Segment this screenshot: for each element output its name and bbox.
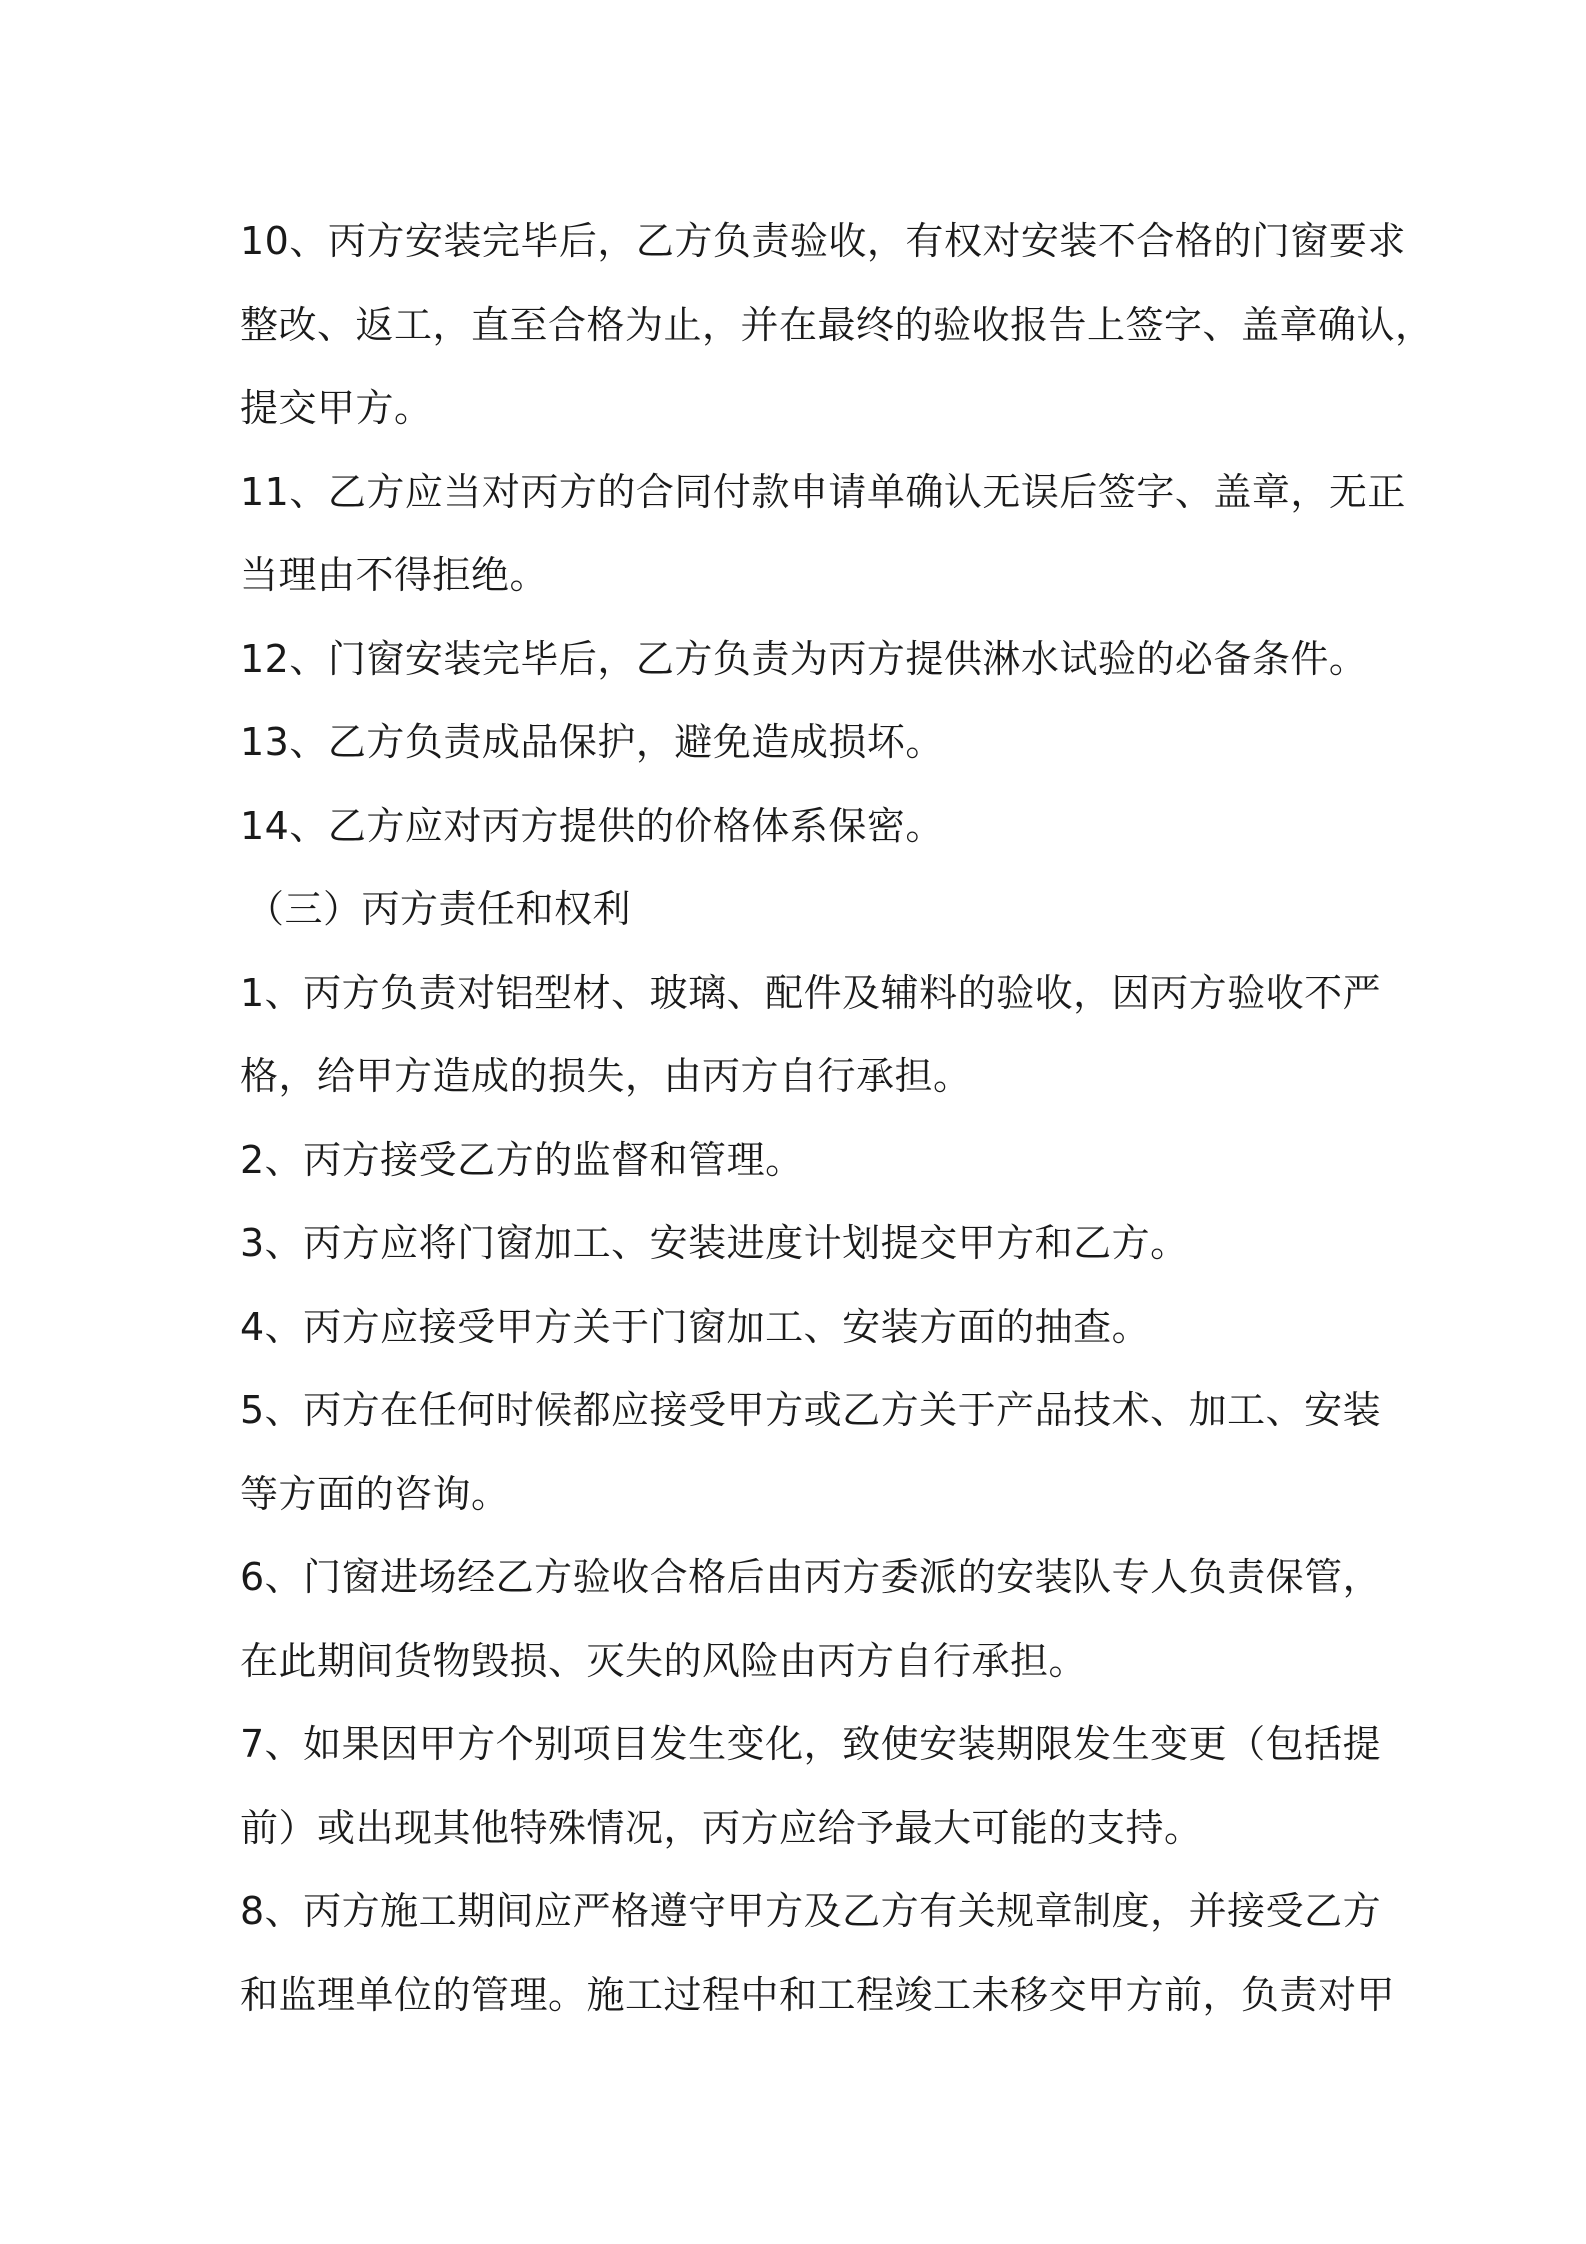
item-8-line-2: 和监理单位的管理。施工过程中和工程竣工未移交甲方前，负责对甲 bbox=[240, 1972, 1396, 2017]
clause-13: 13、乙方负责成品保护，避免造成损坏。 bbox=[240, 720, 944, 764]
clause-10-line-1: 10、丙方安装完毕后，乙方负责验收，有权对安装不合格的门窗要求 bbox=[240, 219, 1406, 263]
item-7-line-1: 7、如果因甲方个别项目发生变化，致使安装期限发生变更（包括提 bbox=[240, 1722, 1382, 1766]
item-3: 3、丙方应将门窗加工、安装进度计划提交甲方和乙方。 bbox=[240, 1221, 1189, 1265]
clause-10-line-2: 整改、返工，直至合格为止，并在最终的验收报告上签字、盖章确认， bbox=[240, 302, 1434, 347]
item-5-line-1: 5、丙方在任何时候都应接受甲方或乙方关于产品技术、加工、安装 bbox=[240, 1388, 1382, 1432]
document-body bbox=[240, 200, 1434, 2037]
item-4: 4、丙方应接受甲方关于门窗加工、安装方面的抽查。 bbox=[240, 1304, 1151, 1349]
item-1-line-1: 1、丙方负责对铝型材、玻璃、配件及辅料的验收，因丙方验收不严 bbox=[240, 970, 1382, 1015]
clause-11-line-1: 11、乙方应当对丙方的合同付款申请单确认无误后签字、盖章，无正 bbox=[240, 469, 1406, 514]
item-6-line-2: 在此期间货物毁损、灭失的风险由丙方自行承担。 bbox=[240, 1638, 1088, 1683]
item-7-line-2: 前）或出现其他特殊情况，丙方应给予最大可能的支持。 bbox=[240, 1805, 1203, 1850]
clause-14: 14、乙方应对丙方提供的价格体系保密。 bbox=[240, 803, 944, 848]
item-5-line-2: 等方面的咨询。 bbox=[240, 1471, 510, 1516]
item-2: 2、丙方接受乙方的监督和管理。 bbox=[240, 1137, 804, 1182]
clause-10-line-3: 提交甲方。 bbox=[240, 386, 433, 430]
item-8-line-1: 8、丙方施工期间应严格遵守甲方及乙方有关规章制度，并接受乙方 bbox=[240, 1889, 1382, 1933]
section-heading: （三）丙方责任和权利 bbox=[246, 887, 632, 931]
clause-12: 12、门窗安装完毕后，乙方负责为丙方提供淋水试验的必备条件。 bbox=[240, 636, 1368, 681]
item-6-line-1: 6、门窗进场经乙方验收合格后由丙方委派的安装队专人负责保管， bbox=[240, 1555, 1382, 1599]
item-1-line-2: 格，给甲方造成的损失，由丙方自行承担。 bbox=[240, 1054, 972, 1098]
clause-11-line-2: 当理由不得拒绝。 bbox=[240, 553, 549, 597]
